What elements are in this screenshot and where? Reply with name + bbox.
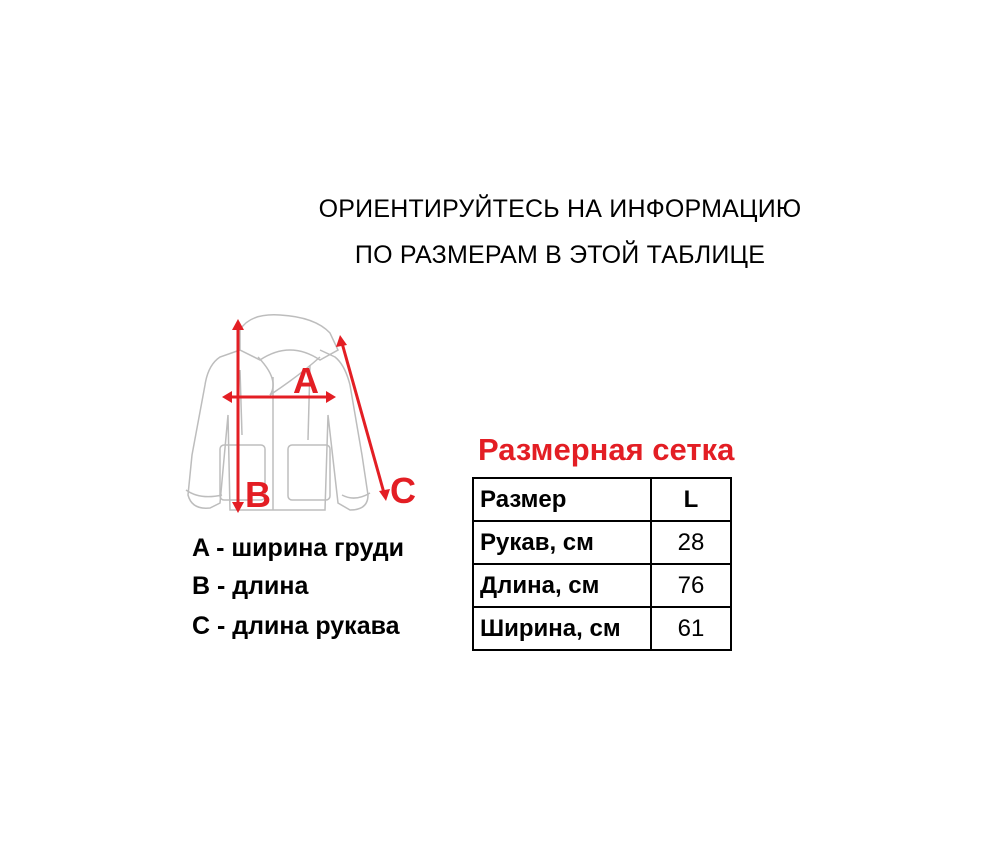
label-b: B: [245, 474, 271, 515]
size-table-header-row: [473, 478, 731, 521]
label-c: C: [390, 470, 416, 511]
row-value: 76: [651, 564, 731, 607]
row-value: 61: [651, 607, 731, 650]
heading-line-2: ПО РАЗМЕРАМ В ЭТОЙ ТАБЛИЦЕ: [354, 241, 766, 269]
size-table-title: Размерная сетка: [478, 432, 735, 467]
table-row: [473, 564, 731, 607]
heading-line-1: ОРИЕНТИРУЙТЕСЬ НА ИНФОРМАЦИЮ: [318, 195, 802, 223]
legend-c: C - длина рукава: [192, 612, 400, 640]
header-size: L: [651, 478, 731, 521]
jacket-diagram: [170, 305, 430, 530]
header-label: Размер: [473, 478, 651, 521]
row-label: Длина, см: [473, 564, 651, 607]
legend-b: B - длина: [192, 572, 309, 600]
row-value: 28: [651, 521, 731, 564]
legend-a: A - ширина груди: [192, 534, 405, 562]
row-label: Ширина, см: [473, 607, 651, 650]
table-row: [473, 607, 731, 650]
label-a: A: [293, 360, 319, 401]
table-row: [473, 521, 731, 564]
size-table: [472, 477, 732, 651]
row-label: Рукав, см: [473, 521, 651, 564]
